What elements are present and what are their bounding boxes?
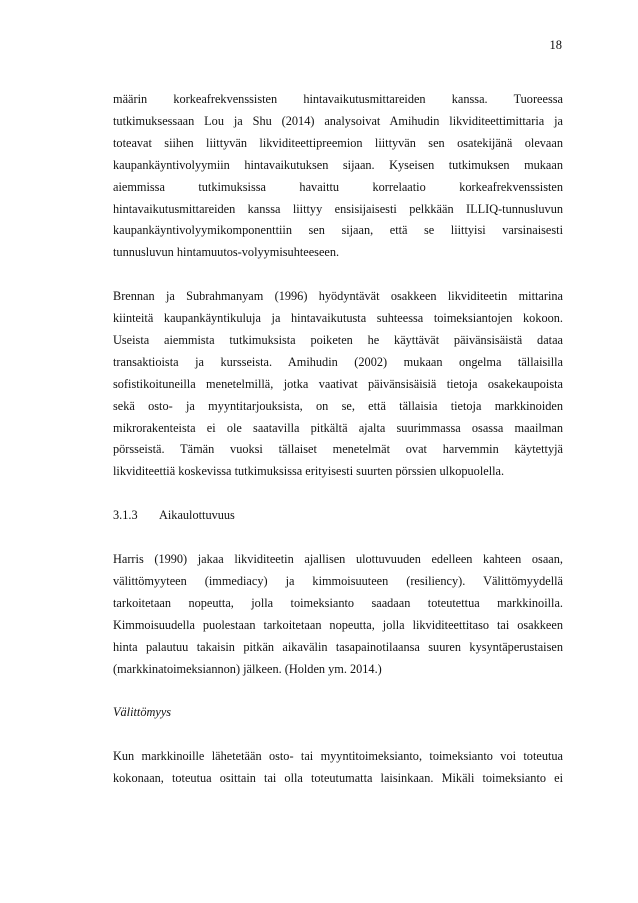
- text-line: toteavat siihen liittyvän likviditeettipreemion liittyvän sen osatekijänä olevaan: [113, 135, 563, 150]
- paragraph-gap: [113, 724, 563, 746]
- text-line: Brennan ja Subrahmanyam (1996) hyödyntävät osakkeen likviditeetin mittarina: [113, 289, 563, 304]
- text-line: kiinteitä kaupankäyntikuluja ja hintavaikutusta suhteessa toimeksiantojen kokoon.: [113, 311, 563, 326]
- paragraph-gap: [113, 527, 563, 549]
- section-number: 3.1.3: [113, 508, 138, 523]
- subheading: Välittömyys: [113, 705, 172, 720]
- text-line: hintavaikutusmittareiden kanssa liittyy ensisijaisesti pelkkään ILLIQ-tunnusluvun: [113, 201, 563, 216]
- text-line: Kun markkinoille lähetetään osto- tai myyntitoimeksianto, toimeksianto voi toteutua: [113, 749, 563, 764]
- text-line: likviditeettiä koskevissa tutkimuksissa erityisesti suurten pörssien ulkopuolella.: [113, 464, 505, 479]
- text-line: aiemmissa tutkimuksissa havaittu korrelaatio korkeafrekvenssisten: [113, 179, 563, 194]
- text-line: Kimmoisuudella puolestaan tarkoitetaan nopeutta, jolla likviditeettitaso tai osakkeen: [113, 617, 563, 632]
- paragraph-immediacy: [113, 746, 563, 790]
- paragraph-brennan: [113, 286, 563, 483]
- text-line: kokonaan, toteutua osittain tai olla toteutumatta laisinkaan. Mikäli toimeksianto ei: [113, 771, 563, 786]
- text-line: määrin korkeafrekvenssisten hintavaikutusmittareiden kanssa. Tuoreessa: [113, 92, 563, 106]
- text-line: Useista aiemmista tutkimuksista poiketen he käyttävät päivänsisäistä dataa: [113, 332, 563, 347]
- section-title: Aikaulottuvuus: [159, 508, 235, 523]
- section-heading: [113, 505, 563, 527]
- text-line: (markkinatoimeksiannon) jälkeen. (Holden ym. 2014.): [113, 661, 382, 676]
- text-line: tunnusluvun hintamuutos-volyymisuhteeseen.: [113, 245, 340, 260]
- paragraph-amihud-measure: [113, 89, 563, 264]
- text-line: mikrorakenteista ei ole saatavilla pitkältä ajalta suurimmassa osassa maailman: [113, 420, 563, 435]
- paragraph-gap: [113, 264, 563, 286]
- page-number: 18: [549, 38, 562, 52]
- text-line: hinta palautuu takaisin pitkän aikavälin tasapainotilaansa suuren kysyntäperustaisen: [113, 639, 563, 654]
- text-line: Harris (1990) jakaa likviditeetin ajallisen ulottuvuuden edelleen kahteen osaan,: [113, 551, 563, 566]
- page-content: [113, 89, 563, 790]
- paragraph-gap: [113, 483, 563, 505]
- paragraph-harris: [113, 549, 563, 680]
- text-line: sekä osto- ja myyntitarjouksista, on se, että tällaisia tietoja markkinoiden: [113, 398, 563, 413]
- text-line: pörsseistä. Tämän vuoksi tällaiset menetelmät ovat harvemmin käytettyjä: [113, 442, 563, 457]
- text-line: välittömyyteen (immediacy) ja kimmoisuuteen (resiliency). Välittömyydellä: [113, 573, 563, 588]
- text-line: kaupankäyntivolyymikomponenttiin sen sijaan, että se liittyisi varsinaisesti: [113, 223, 563, 238]
- paragraph-gap: [113, 680, 563, 702]
- text-line: kaupankäyntivolyymiin hintavaikutuksen sijaan. Kyseisen tutkimuksen mukaan: [113, 157, 563, 172]
- text-line: tarkoitetaan nopeutta, jolla toimeksianto saadaan toteutettua markkinoilla.: [113, 595, 563, 610]
- text-line: transaktioista ja kursseista. Amihudin (2002) mukaan ongelma tällaisilla: [113, 354, 563, 369]
- text-line: sofistikoituneilla menetelmillä, jotka vaativat päivänsisäisiä tietoja osakekaupoista: [113, 376, 563, 391]
- text-line: tutkimuksessaan Lou ja Shu (2014) analysoivat Amihudin likviditeettimittaria ja: [113, 113, 563, 128]
